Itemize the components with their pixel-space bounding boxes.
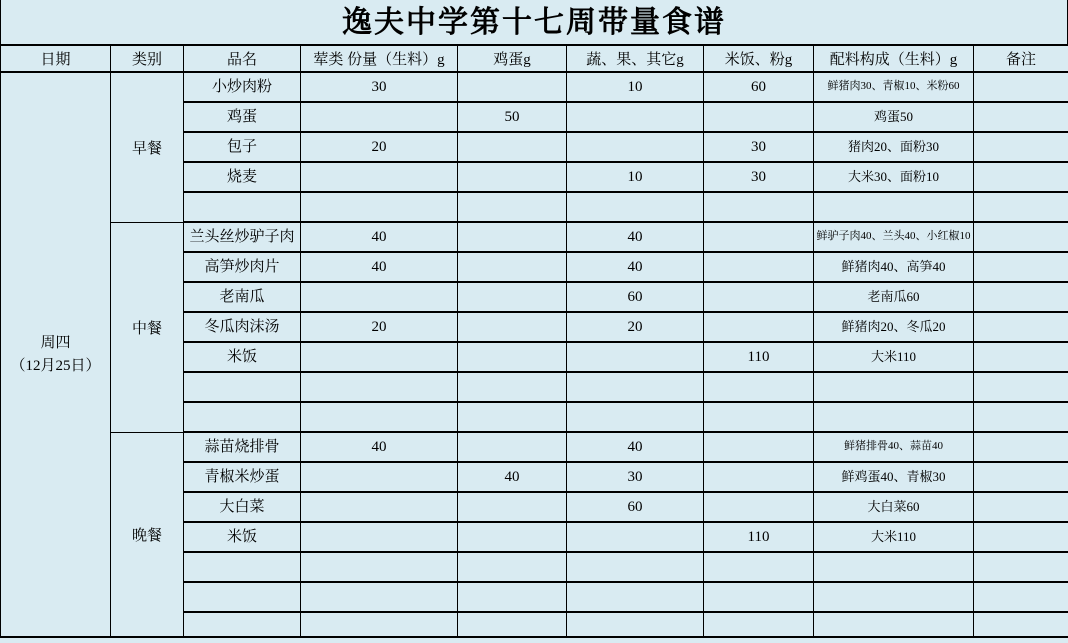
cell-veg bbox=[567, 372, 704, 402]
cell-remark bbox=[974, 252, 1068, 282]
cell-egg bbox=[458, 342, 567, 372]
cell-remark bbox=[974, 552, 1068, 582]
cell-name: 包子 bbox=[184, 132, 301, 162]
cell-veg bbox=[567, 192, 704, 222]
header-category: 类别 bbox=[111, 45, 184, 72]
cell-rice: 30 bbox=[704, 162, 814, 192]
cell-ingredients: 鸡蛋50 bbox=[814, 102, 974, 132]
cell-veg bbox=[567, 552, 704, 582]
cell-veg bbox=[567, 402, 704, 432]
cell-ingredients: 老南瓜60 bbox=[814, 282, 974, 312]
cell-name: 小炒肉粉 bbox=[184, 72, 301, 102]
header-row bbox=[1, 45, 1068, 72]
cell-name bbox=[184, 582, 301, 612]
cell-meat bbox=[301, 162, 458, 192]
cell-remark bbox=[974, 492, 1068, 522]
cell-rice bbox=[704, 192, 814, 222]
cell-remark bbox=[974, 582, 1068, 612]
cell-rice bbox=[704, 372, 814, 402]
cell-remark bbox=[974, 222, 1068, 252]
header-remark: 备注 bbox=[974, 45, 1068, 72]
cell-meat: 40 bbox=[301, 222, 458, 252]
header-rice: 米饭、粉g bbox=[704, 45, 814, 72]
cell-egg bbox=[458, 612, 567, 637]
date-weekday-label: 周四 bbox=[40, 335, 71, 351]
cell-rice bbox=[704, 282, 814, 312]
cell-veg bbox=[567, 612, 704, 637]
cell-rice: 110 bbox=[704, 342, 814, 372]
cell-veg: 60 bbox=[567, 282, 704, 312]
cell-rice bbox=[704, 402, 814, 432]
cell-remark bbox=[974, 282, 1068, 312]
date-cell bbox=[1, 72, 111, 637]
header-vegetable: 蔬、果、其它g bbox=[567, 45, 704, 72]
cell-egg bbox=[458, 282, 567, 312]
menu-table-body bbox=[1, 72, 1068, 637]
cell-name: 米饭 bbox=[184, 342, 301, 372]
cell-meat bbox=[301, 342, 458, 372]
cell-ingredients: 大米110 bbox=[814, 522, 974, 552]
cell-meat bbox=[301, 402, 458, 432]
cell-veg: 20 bbox=[567, 312, 704, 342]
cell-rice: 30 bbox=[704, 132, 814, 162]
cell-name: 烧麦 bbox=[184, 162, 301, 192]
cell-name bbox=[184, 552, 301, 582]
cell-ingredients bbox=[814, 192, 974, 222]
cell-veg: 30 bbox=[567, 462, 704, 492]
cell-rice bbox=[704, 222, 814, 252]
cell-name: 高笋炒肉片 bbox=[184, 252, 301, 282]
menu-table bbox=[0, 44, 1068, 638]
header-egg: 鸡蛋g bbox=[458, 45, 567, 72]
cell-remark bbox=[974, 72, 1068, 102]
cell-egg bbox=[458, 582, 567, 612]
cell-remark bbox=[974, 372, 1068, 402]
cell-egg bbox=[458, 192, 567, 222]
cell-name: 米饭 bbox=[184, 522, 301, 552]
menu-row bbox=[1, 432, 1068, 462]
cell-rice bbox=[704, 312, 814, 342]
cell-veg bbox=[567, 582, 704, 612]
cell-veg bbox=[567, 342, 704, 372]
cell-ingredients: 大白菜60 bbox=[814, 492, 974, 522]
cell-egg: 40 bbox=[458, 462, 567, 492]
cell-meat: 20 bbox=[301, 132, 458, 162]
cell-meat bbox=[301, 492, 458, 522]
cell-meat bbox=[301, 102, 458, 132]
cell-veg: 40 bbox=[567, 252, 704, 282]
cell-ingredients: 大米30、面粉10 bbox=[814, 162, 974, 192]
cell-veg: 10 bbox=[567, 72, 704, 102]
cell-veg: 40 bbox=[567, 432, 704, 462]
cell-ingredients: 大米110 bbox=[814, 342, 974, 372]
cell-rice bbox=[704, 432, 814, 462]
cell-meat bbox=[301, 282, 458, 312]
cell-name bbox=[184, 612, 301, 637]
cell-egg bbox=[458, 312, 567, 342]
cell-egg: 50 bbox=[458, 102, 567, 132]
menu-row bbox=[1, 222, 1068, 252]
cell-veg: 10 bbox=[567, 162, 704, 192]
cell-name: 鸡蛋 bbox=[184, 102, 301, 132]
cell-rice bbox=[704, 612, 814, 637]
cell-remark bbox=[974, 162, 1068, 192]
cell-remark bbox=[974, 132, 1068, 162]
cell-ingredients bbox=[814, 552, 974, 582]
cell-veg bbox=[567, 102, 704, 132]
cell-name: 冬瓜肉沫汤 bbox=[184, 312, 301, 342]
cell-name: 老南瓜 bbox=[184, 282, 301, 312]
cell-egg bbox=[458, 222, 567, 252]
cell-remark bbox=[974, 432, 1068, 462]
cell-name: 蒜苗烧排骨 bbox=[184, 432, 301, 462]
meal-category-cell: 中餐 bbox=[111, 222, 184, 432]
cell-meat: 20 bbox=[301, 312, 458, 342]
header-date: 日期 bbox=[1, 45, 111, 72]
cell-meat bbox=[301, 552, 458, 582]
cell-remark bbox=[974, 612, 1068, 637]
cell-rice bbox=[704, 252, 814, 282]
cell-rice: 60 bbox=[704, 72, 814, 102]
header-meat: 荤类 份量（生料）g bbox=[301, 45, 458, 72]
cell-remark bbox=[974, 192, 1068, 222]
menu-row bbox=[1, 72, 1068, 102]
cell-remark bbox=[974, 102, 1068, 132]
cell-remark bbox=[974, 402, 1068, 432]
cell-remark bbox=[974, 342, 1068, 372]
cell-remark bbox=[974, 462, 1068, 492]
cell-egg bbox=[458, 372, 567, 402]
cell-veg bbox=[567, 522, 704, 552]
cell-meat bbox=[301, 372, 458, 402]
cell-ingredients bbox=[814, 372, 974, 402]
cell-remark bbox=[974, 522, 1068, 552]
cell-rice bbox=[704, 582, 814, 612]
date-calendar-label: （12月25日） bbox=[10, 357, 101, 374]
cell-egg bbox=[458, 492, 567, 522]
cell-rice bbox=[704, 462, 814, 492]
cell-egg bbox=[458, 552, 567, 582]
cell-rice bbox=[704, 102, 814, 132]
cell-ingredients: 鲜鸡蛋40、青椒30 bbox=[814, 462, 974, 492]
cell-meat bbox=[301, 522, 458, 552]
cell-name bbox=[184, 372, 301, 402]
cell-rice bbox=[704, 492, 814, 522]
cell-veg: 60 bbox=[567, 492, 704, 522]
cell-egg bbox=[458, 402, 567, 432]
cell-ingredients: 鲜猪排骨40、蒜苗40 bbox=[814, 432, 974, 462]
cell-ingredients bbox=[814, 582, 974, 612]
cell-meat bbox=[301, 462, 458, 492]
cell-egg bbox=[458, 132, 567, 162]
cell-name: 兰头丝炒驴子肉 bbox=[184, 222, 301, 252]
cell-meat bbox=[301, 582, 458, 612]
meal-category-cell: 早餐 bbox=[111, 72, 184, 222]
cell-veg bbox=[567, 132, 704, 162]
cell-egg bbox=[458, 432, 567, 462]
cell-ingredients: 鲜猪肉40、高笋40 bbox=[814, 252, 974, 282]
cell-name bbox=[184, 192, 301, 222]
cell-meat: 40 bbox=[301, 432, 458, 462]
cell-meat: 40 bbox=[301, 252, 458, 282]
cell-meat bbox=[301, 612, 458, 637]
page-title: 逸夫中学第十七周带量食谱 bbox=[0, 0, 1068, 44]
cell-egg bbox=[458, 162, 567, 192]
cell-name bbox=[184, 402, 301, 432]
cell-ingredients bbox=[814, 402, 974, 432]
cell-ingredients: 鲜猪肉20、冬瓜20 bbox=[814, 312, 974, 342]
cell-remark bbox=[974, 312, 1068, 342]
cell-ingredients: 猪肉20、面粉30 bbox=[814, 132, 974, 162]
cell-rice bbox=[704, 552, 814, 582]
cell-egg bbox=[458, 252, 567, 282]
header-dish-name: 品名 bbox=[184, 45, 301, 72]
cell-meat: 30 bbox=[301, 72, 458, 102]
cell-name: 大白菜 bbox=[184, 492, 301, 522]
cell-ingredients: 鲜猪肉30、青椒10、米粉60 bbox=[814, 72, 974, 102]
cell-rice: 110 bbox=[704, 522, 814, 552]
cell-ingredients bbox=[814, 612, 974, 637]
cell-egg bbox=[458, 522, 567, 552]
meal-category-cell: 晚餐 bbox=[111, 432, 184, 637]
cell-ingredients: 鲜驴子肉40、兰头40、小红椒10 bbox=[814, 222, 974, 252]
cell-veg: 40 bbox=[567, 222, 704, 252]
cell-egg bbox=[458, 72, 567, 102]
cell-name: 青椒米炒蛋 bbox=[184, 462, 301, 492]
header-ingredients: 配料构成（生料）g bbox=[814, 45, 974, 72]
cell-meat bbox=[301, 192, 458, 222]
